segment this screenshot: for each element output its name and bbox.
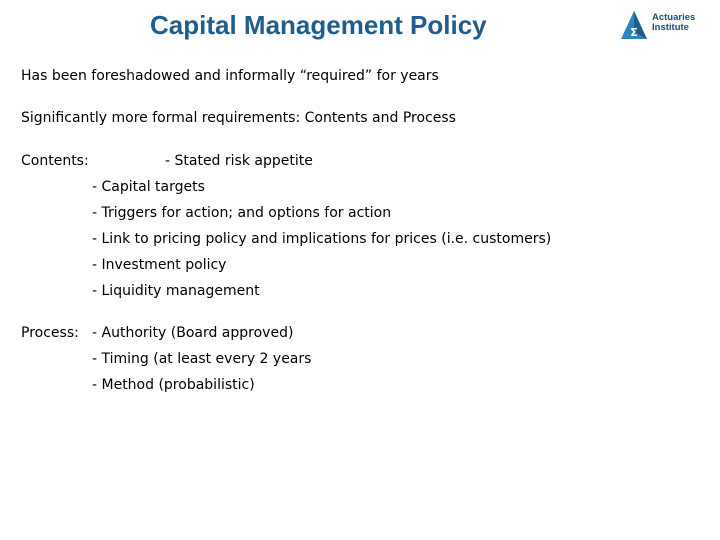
logo-text [652, 13, 695, 33]
logo-line-2: Institute [652, 22, 689, 33]
process-item: - Authority (Board approved) [92, 325, 294, 341]
actuaries-institute-logo [620, 8, 712, 44]
slide-title: Capital Management Policy [150, 10, 487, 40]
process-label: Process: [21, 325, 79, 341]
intro-text: Has been foreshadowed and informally “required” for years [21, 68, 439, 84]
contents-label: Contents: [21, 153, 89, 169]
sigma-icon: Σ [630, 26, 638, 39]
triangle-logo-icon [620, 10, 648, 40]
process-item: - Method (probabilistic) [92, 377, 255, 393]
requirements-text: Significantly more formal requirements: Contents and Process [21, 110, 456, 126]
contents-item: - Liquidity management [92, 283, 260, 299]
contents-item: - Triggers for action; and options for action [92, 205, 392, 221]
contents-item: - Stated risk appetite [165, 153, 313, 169]
process-item: - Timing (at least every 2 years [92, 351, 312, 367]
contents-item: - Link to pricing policy and implications for prices (i.e. customers) [92, 231, 552, 247]
contents-item: - Investment policy [92, 257, 227, 273]
logo-line-1: Actuaries [652, 12, 696, 23]
contents-item: - Capital targets [92, 179, 205, 195]
